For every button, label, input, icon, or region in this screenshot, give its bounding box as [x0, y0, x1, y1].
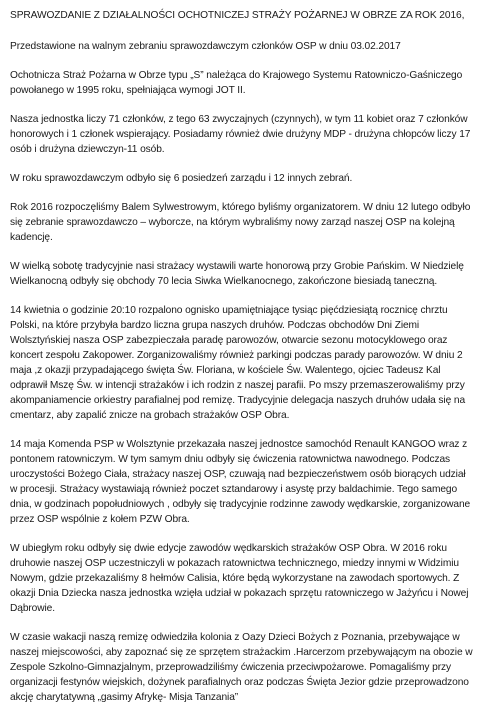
paragraph-easter: W wielką sobotę tradycyjnie nasi strażacy wystawili warte honorową przy Grobie Pańskim. W Niedzielę Wielkanocną odbyły się obchody 70 lecia Siwka Wielkanocnego, zakończone biesiadą taneczną. [10, 261, 464, 287]
paragraph-may-14: 14 maja Komenda PSP w Wolsztynie przekazała naszej jednostce samochód Renault KANGOO wraz z pontonem ratowniczym. W tym samym dniu odbyły się ćwiczenia ratownictwa nawodnego. Podczas uroczystości Bożego Ciała, strażacy naszej OSP, czuwają nad bezpieczeństwem osób biorących udział w procesji. Strażacy wystawiają również poczet sztandarowy i asystę przy baldachimie. Tego samego dnia, w godzinach popołudniowych , odbyły się tradycyjnie rodzinne zawody wędkarskie, zorganizowane przez OSP wspólnie z kołem PZW Obra. [10, 439, 471, 525]
paragraph-summer: W czasie wakacji naszą remizę odwiedziła kolonia z Oazy Dzieci Bożych z Poznania, przebywające w naszej miejscowości, aby zapoznać się ze sprzętem strażackim .Harcerzom przebywającym na obozie w Zespole Szkolno-Gimnazjalnym, przeprowadziliśmy ćwiczenia przeciwpożarowe. Pomagaliśmy przy organizacji festynów wiejskich, dożynek parafialnych oraz podczas Święta Jezior gdzie przeprowadzono akcję charytatywną „gasimy Afrykę- Misja Tanzania” [10, 632, 473, 703]
paragraph-membership: Nasza jednostka liczy 71 członków, z tego 63 zwyczajnych (czynnych), w tym 11 kobiet oraz 7 członków honorowych i 1 członek wspierający. Posiadamy również dwie drużyny MDP - drużyna chłopców liczy 17 osób i drużyna dziewczyn-11 osób. [10, 114, 471, 155]
report-title: SPRAWOZDANIE Z DZIAŁALNOŚCI OCHOTNICZEJ STRAŻY POŻARNEJ W OBRZE ZA ROK 2016, [10, 10, 465, 21]
paragraph-april-may: 14 kwietnia o godzinie 20:10 rozpalono ognisko upamiętniające tysiąc pięćdziesiątą rocznicę chrztu Polski, na które przybyła bardzo liczna grupa naszych druhów. Podczas obchodów Dni Ziemi Wolsztyńskiej nasza OSP zabezpieczała paradę parowozów, otwarcie sezonu motocyklowego oraz koncert zespołu Zakopower. Zorganizowaliśmy również parkingi podczas parady parowozów. W dniu 2 maja ,z okazji przypadającego święta Św. Floriana, w kościele Św. Walentego, ojciec Tadeusz Kal odprawił Mszę Św. w intencji strażaków i ich rodzin z naszej parafii. Po mszy przemaszerowaliśmy przy akompaniamencie orkiestry parafialnej pod remizę. Tradycyjnie delegacja naszych druhów udała się na cmentarz, aby zapalić znicze na grobach strażaków OSP Obra. [10, 305, 466, 421]
paragraph-new-year: Rok 2016 rozpoczęliśmy Balem Sylwestrowym, którego byliśmy organizatorem. W dniu 12 lutego odbyło się zebranie sprawozdawczo – wyborcze, na którym wybraliśmy nowy zarząd naszej OSP na kolejną kadencję. [10, 202, 471, 243]
paragraph-unit-type: Ochotnicza Straż Pożarna w Obrze typu „S” należąca do Krajowego Systemu Ratowniczo-Gaśniczego powołanego w 1995 roku, spełniająca wymogi JOT II. [10, 70, 463, 96]
paragraph-fishing: W ubiegłym roku odbyły się dwie edycje zawodów wędkarskich strażaków OSP Obra. W 2016 roku druhowie naszej OSP uczestniczyli w pokazach ratownictwa technicznego, miedzy innymi w Widzimiu Nowym, gdzie przekazaliśmy 8 hełmów Calisia, które będą wykorzystane na zawodach sportowych. Z okazji Dnia Dziecka nasza jednostka wzięła udział w pokazach sprzętu ratowniczego w Jażyńcu i Nowej Dąbrowie. [10, 543, 469, 614]
paragraph-meetings: W roku sprawozdawczym odbyło się 6 posiedzeń zarządu i 12 innych zebrań. [10, 173, 353, 184]
paragraph-presented: Przedstawione na walnym zebraniu sprawozdawczym członków OSP w dniu 03.02.2017 [10, 41, 401, 52]
